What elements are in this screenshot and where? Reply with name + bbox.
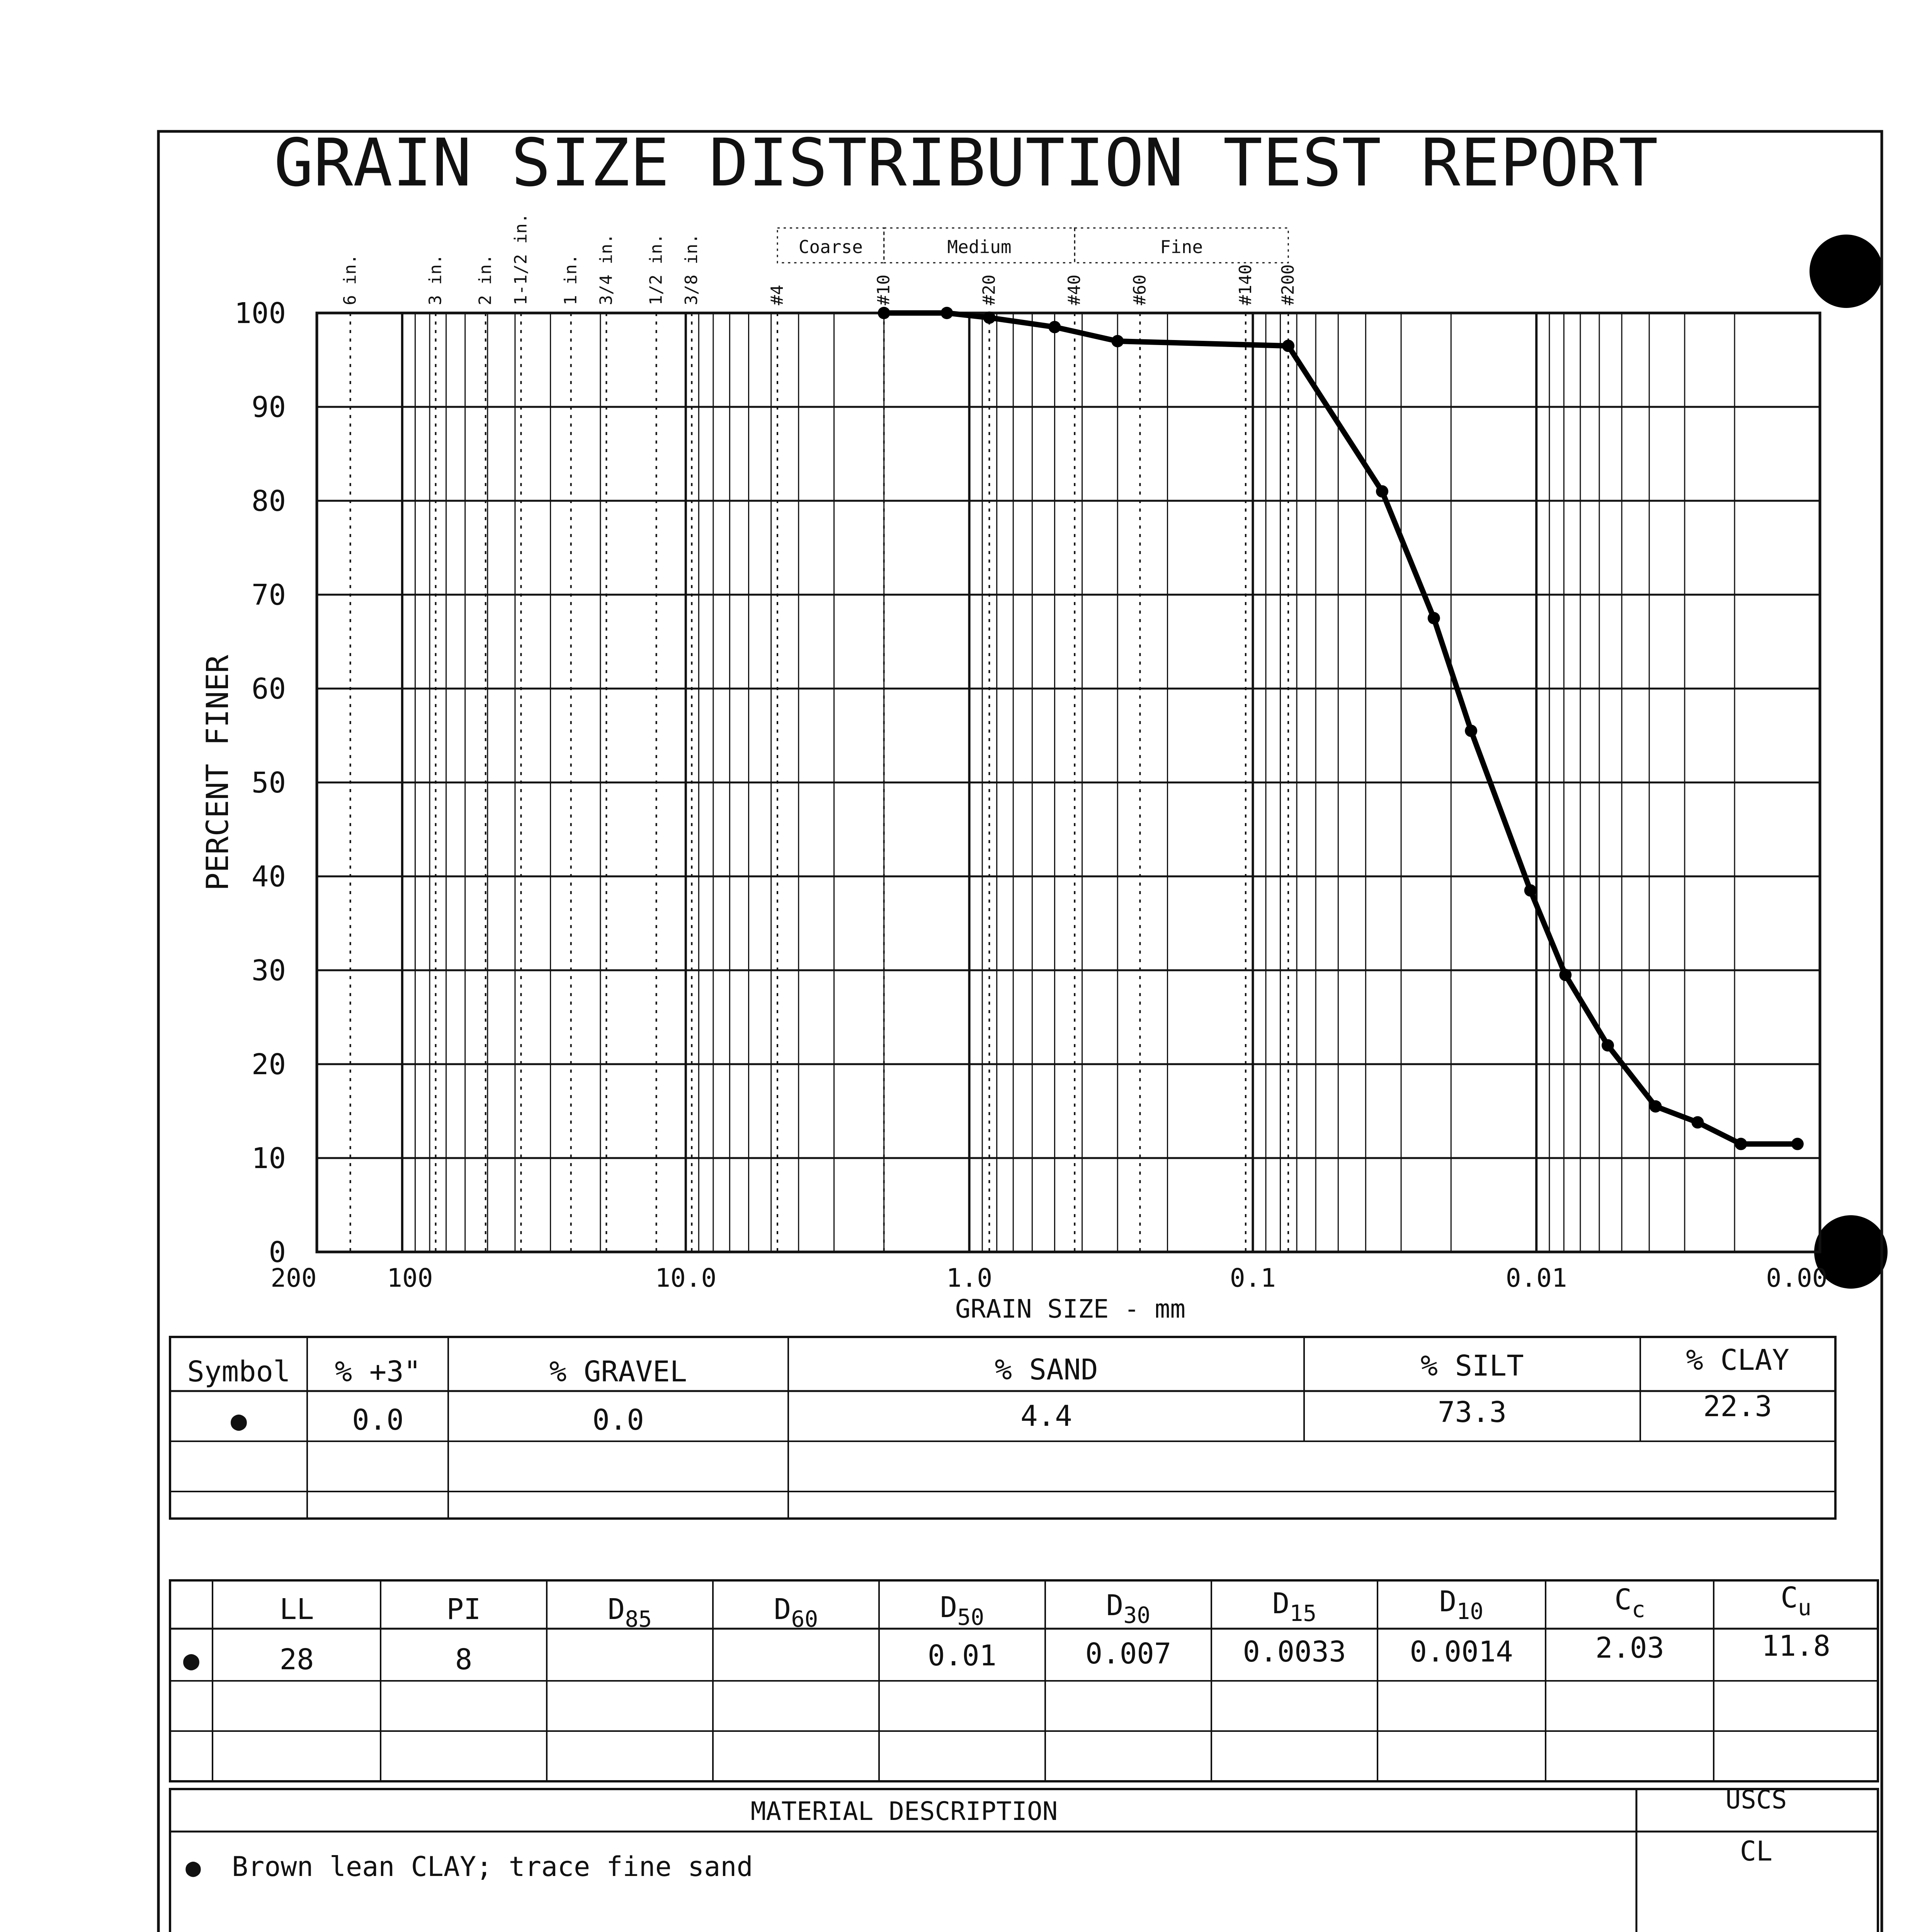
prop-header-d15: $D_{15}$ [1272, 1587, 1317, 1626]
prop-header-d50: $D_{50}$ [940, 1591, 985, 1630]
data-point [983, 311, 995, 324]
sieve-label: #40 [1065, 274, 1085, 305]
material-description-box [170, 1785, 1878, 1932]
data-point [1048, 321, 1061, 333]
data-point [1559, 969, 1571, 981]
x-tick-label: 0.01 [1505, 1263, 1567, 1293]
prop-cc-value: 2.03 [1595, 1631, 1665, 1665]
chart-grid [317, 313, 1820, 1252]
properties-table [170, 1580, 1878, 1781]
sieve-label: 1/2 in. [646, 233, 666, 305]
fractions-gravel-value: 0.0 [592, 1403, 644, 1437]
prop-d15-value: 0.0033 [1243, 1635, 1346, 1668]
data-point [1282, 340, 1294, 352]
y-tick-label: 0 [269, 1236, 286, 1269]
prop-header-cc: $C_c$ [1614, 1583, 1645, 1622]
data-point [1111, 335, 1124, 347]
sand-range-header [777, 228, 1288, 263]
sieve-label: 6 in. [340, 254, 360, 305]
data-point [1691, 1116, 1704, 1129]
x-tick-label: 0.00 [1766, 1263, 1828, 1293]
data-point [1428, 612, 1440, 624]
fractions-silt-value: 73.3 [1437, 1396, 1507, 1429]
data-point [1735, 1138, 1747, 1150]
y-tick-label: 50 [251, 766, 286, 799]
data-point [1524, 884, 1537, 896]
fractions-header-symbol: Symbol [187, 1355, 291, 1388]
prop-ll-value: 28 [279, 1643, 314, 1676]
data-point [1465, 724, 1477, 737]
y-tick-label: 70 [251, 578, 286, 612]
chart-axes [234, 297, 1827, 1293]
sieve-label: #140 [1235, 264, 1255, 305]
y-tick-label: 80 [251, 485, 286, 518]
x-tick-label: 10.0 [655, 1263, 717, 1293]
data-point [1791, 1138, 1804, 1150]
fractions-header-sand: % SAND [995, 1353, 1098, 1386]
data-point [1650, 1100, 1662, 1112]
punch-hole-top [1810, 235, 1883, 308]
sieve-label: 3/8 in. [682, 233, 702, 305]
data-point [940, 307, 953, 319]
fractions-plus3-value: 0.0 [352, 1403, 404, 1437]
x-axis-label: GRAIN SIZE - mm [955, 1294, 1186, 1324]
y-tick-label: 30 [251, 954, 286, 987]
fractions-header-plus3: % +3" [335, 1355, 421, 1388]
y-tick-label: 20 [251, 1048, 286, 1081]
sand-range-label: Coarse [798, 236, 863, 257]
data-point [878, 307, 890, 319]
prop-d50-value: 0.01 [927, 1639, 997, 1672]
data-point [1602, 1039, 1614, 1051]
y-axis-label: PERCENT FINER [201, 655, 235, 891]
prop-header-pi: PI [446, 1593, 481, 1626]
sieve-label: 1-1/2 in. [511, 213, 531, 305]
y-tick-label: 10 [251, 1142, 286, 1175]
sand-range-label: Fine [1160, 236, 1203, 257]
x-tick-label: 100 [387, 1263, 433, 1293]
report-title: GRAIN SIZE DISTRIBUTION TEST REPORT [274, 125, 1658, 201]
prop-header-d30: $D_{30}$ [1106, 1589, 1151, 1628]
prop-header-ll: LL [279, 1593, 314, 1626]
y-tick-label: 100 [234, 297, 286, 330]
gradation-curve [878, 307, 1804, 1150]
prop-header-d10: $D_{10}$ [1439, 1585, 1484, 1624]
fractions-symbol: ● [230, 1405, 247, 1436]
material-header: MATERIAL DESCRIPTION [750, 1796, 1058, 1826]
y-tick-label: 60 [251, 672, 286, 706]
sieve-label: #20 [979, 274, 999, 305]
uscs-header: USCS [1725, 1785, 1787, 1815]
sieve-label: 3/4 in. [596, 233, 616, 305]
sieve-label: #200 [1278, 264, 1298, 305]
sieve-label: 1 in. [561, 254, 581, 305]
material-description: Brown lean CLAY; trace fine sand [232, 1851, 753, 1883]
fractions-table [170, 1337, 1835, 1519]
prop-d30-value: 0.007 [1085, 1637, 1172, 1670]
gradation-line [884, 313, 1798, 1144]
sieve-label: #4 [767, 285, 787, 305]
x-tick-label: 0.1 [1230, 1263, 1276, 1293]
material-symbol: ● [185, 1852, 201, 1882]
prop-symbol: ● [183, 1644, 200, 1676]
sieve-label: #60 [1130, 274, 1150, 305]
fractions-header-clay: % CLAY [1686, 1344, 1789, 1377]
fractions-header-gravel: % GRAVEL [549, 1355, 687, 1388]
sieve-markers [340, 213, 1298, 1252]
y-tick-label: 90 [251, 391, 286, 424]
prop-pi-value: 8 [455, 1643, 473, 1676]
prop-header-d85: $D_{85}$ [607, 1593, 652, 1632]
y-tick-label: 40 [251, 860, 286, 893]
data-point [1376, 485, 1388, 498]
prop-header-d60: $D_{60}$ [774, 1593, 818, 1632]
sieve-label: 3 in. [425, 254, 446, 305]
uscs-value: CL [1740, 1835, 1773, 1867]
fractions-sand-value: 4.4 [1020, 1400, 1072, 1433]
grain-size-chart [201, 213, 1827, 1324]
fractions-header-silt: % SILT [1420, 1349, 1524, 1383]
x-tick-label: 1.0 [946, 1263, 993, 1293]
prop-d10-value: 0.0014 [1410, 1635, 1513, 1668]
sieve-label: #10 [874, 274, 894, 305]
sieve-label: 2 in. [475, 254, 495, 305]
prop-header-cu: $C_u$ [1781, 1581, 1811, 1621]
fractions-clay-value: 22.3 [1703, 1390, 1772, 1423]
x-tick-label: 200 [270, 1263, 317, 1293]
prop-cu-value: 11.8 [1761, 1629, 1831, 1663]
sand-range-label: Medium [947, 236, 1012, 257]
